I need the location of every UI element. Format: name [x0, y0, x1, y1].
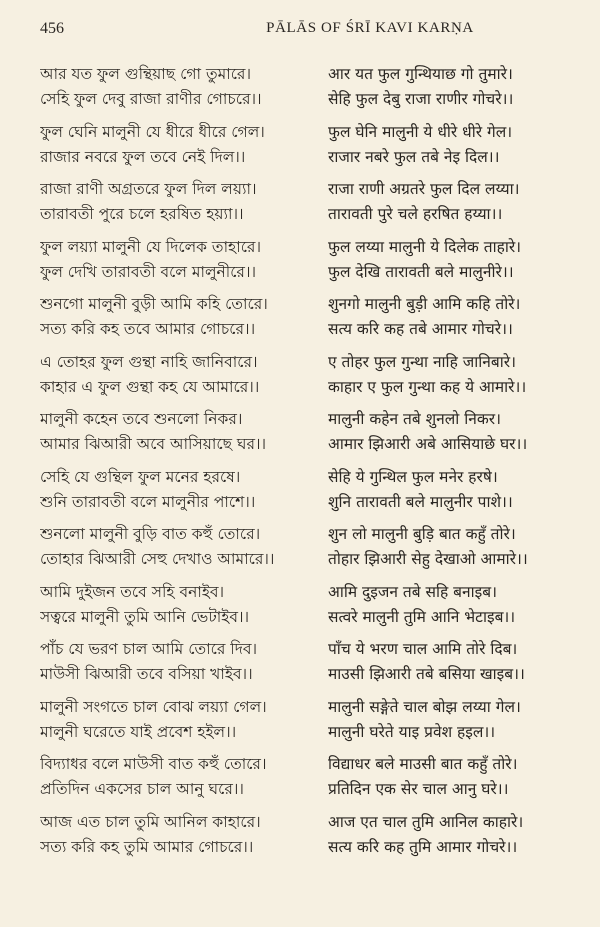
verse-columns — [0, 62, 600, 867]
hindi-line: सेहि ये गुन्थिल फुल मनेर हरषे। — [328, 467, 498, 486]
hindi-line: फुल घेनि मालुनी ये धीरे धीरे गेल। — [328, 122, 513, 141]
stanza — [0, 580, 600, 638]
stanza — [0, 695, 600, 753]
bengali-line: ফুল দেখি তারাবতী বলে মালুনীরে।। — [40, 262, 257, 281]
hindi-line: आमि दुइजन तबे सहि बनाइब। — [328, 582, 497, 601]
hindi-line: माउसी झिआरी तबे बसिया खाइब।। — [328, 665, 525, 683]
bengali-line: সত্য করি কহ তবে আমার গোচরে।। — [40, 320, 256, 338]
bengali-line: মালুনী কহেন তবে শুনলো নিকর। — [40, 410, 243, 428]
stanza — [0, 120, 600, 178]
hindi-line: तारावती पुरे चले हरषित हय्या।। — [328, 205, 503, 223]
page-number: 456 — [40, 20, 64, 37]
hindi-line: प्रतिदिन एक सेर चाल आनु घरे।। — [328, 780, 509, 798]
hindi-line: राजार नबरे फुल तबे नेइ दिल।। — [328, 147, 500, 166]
stanza — [0, 62, 600, 120]
hindi-line: तोहार झिआरी सेहु देखाओ आमारे।। — [328, 550, 528, 568]
bengali-line: শুনি তারাবতী বলে মালুনীর পাশে।। — [40, 492, 256, 511]
hindi-line: शुनगो मालुनी बुड़ी आमि कहि तोरे। — [328, 295, 521, 313]
stanza — [0, 235, 600, 293]
hindi-line: सत्वरे मालुनी तुमि आनि भेटाइब।। — [328, 607, 516, 626]
hindi-line: आज एत चाल तुमि आनिल काहारे। — [328, 812, 524, 831]
hindi-line: सत्य करि कह तुमि आमार गोचरे।। — [328, 837, 518, 856]
bengali-line: আমার ঝিআরী অবে আসিয়াছে ঘর।। — [40, 435, 267, 453]
hindi-line: आमार झिआरी अबे आसियाछे घर।। — [328, 435, 528, 453]
stanza — [0, 752, 600, 810]
hindi-line: मालुनी घरेते याइ प्रवेश हइल।। — [328, 722, 496, 741]
hindi-line: सेहि फुल देबु राजा राणीर गोचरे।। — [328, 90, 514, 108]
bengali-line: শুনলো মালুনী বুড়ি বাত কহুঁ তোরে। — [40, 525, 261, 543]
bengali-line: আজ এত চাল তুমি আনিল কাহারে। — [40, 812, 261, 831]
bengali-line: শুনগো মালুনী বুড়ী আমি কহি তোরে। — [40, 295, 268, 313]
stanza — [0, 292, 600, 350]
bengali-line: মালুনী সংগতে চাল বোঝ লয়্যা গেল। — [40, 697, 267, 716]
bengali-line: মালুনী ঘরেতে যাই প্রবেশ হইল।। — [40, 722, 237, 741]
stanza — [0, 810, 600, 868]
bengali-line: রাজার নবরে ফুল তবে নেই দিল।। — [40, 147, 246, 166]
bengali-line: তারাবতী পুরে চলে হরষিত হয়্যা।। — [40, 205, 244, 223]
bengali-line: পাঁচ যে ভরণ চাল আমি তোরে দিব। — [40, 640, 258, 658]
stanza — [0, 465, 600, 523]
hindi-line: फुल लय्या मालुनी ये दिलेक ताहारे। — [328, 237, 522, 256]
hindi-line: ए तोहर फुल गुन्था नाहि जानिबारे। — [328, 352, 516, 371]
hindi-line: फुल देखि तारावती बले मालुनीरे।। — [328, 262, 514, 281]
bengali-line: রাজা রাণী অগ্রতরে ফুল দিল লয়্যা। — [40, 180, 257, 198]
bengali-line: ফুল লয়্যা মালুনী যে দিলেক তাহারে। — [40, 237, 261, 256]
stanza — [0, 350, 600, 408]
bengali-line: আমি দুইজন তবে সহি বনাইব। — [40, 582, 225, 601]
hindi-line: शुनि तारावती बले मालुनीर पाशे।। — [328, 492, 513, 511]
hindi-line: मालुनी सङ्गेते चाल बोझ लय्या गेल। — [328, 697, 521, 716]
bengali-line: সেহি যে গুন্থিল ফুল মনের হরষে। — [40, 467, 241, 486]
bengali-line: আর যত ফুল গুন্থিয়াছ গো তুমারে। — [40, 65, 251, 83]
hindi-line: मालुनी कहेन तबे शुनलो निकर। — [328, 410, 501, 428]
bengali-line: ফুল ঘেনি মালুনী যে ধীরে ধীরে গেল। — [40, 122, 265, 141]
stanza — [0, 522, 600, 580]
bengali-line: প্রতিদিন একসের চাল আনু ঘরে।। — [40, 780, 244, 798]
bengali-line: সেহি ফুল দেবু রাজা রাণীর গোচরে।। — [40, 90, 262, 108]
hindi-line: विद्याधर बले माउसी बात कहुँ तोरे। — [328, 755, 518, 773]
bengali-line: কাহার এ ফুল গুন্থা কহ যে আমারে।। — [40, 377, 260, 396]
bengali-line: মাউসী ঝিআরী তবে বসিয়া খাইব।। — [40, 665, 253, 683]
bengali-line: সত্য করি কহ তুমি আমার গোচরে।। — [40, 837, 254, 856]
stanza — [0, 407, 600, 465]
hindi-line: शुन लो मालुनी बुड़ि बात कहुँ तोरे। — [328, 525, 516, 543]
hindi-line: आर यत फुल गुन्थियाछ गो तुमारे। — [328, 65, 513, 83]
hindi-line: राजा राणी अग्रतरे फुल दिल लय्या। — [328, 180, 520, 198]
bengali-line: তোহার ঝিআরী সেহু দেখাও আমারে।। — [40, 550, 275, 568]
stanza — [0, 637, 600, 695]
hindi-line: सत्य करि कह तबे आमार गोचरे।। — [328, 320, 513, 338]
running-title: PĀLĀS OF ŚRĪ KAVI KARṆA — [266, 20, 474, 36]
page-header — [0, 20, 600, 44]
stanza — [0, 177, 600, 235]
bengali-line: বিদ্যাধর বলে মাউসী বাত কহুঁ তোরে। — [40, 755, 267, 773]
bengali-line: সত্বরে মালুনী তুমি আনি ভেটাইব।। — [40, 607, 250, 626]
hindi-line: पाँच ये भरण चाल आमि तोरे दिब। — [328, 640, 518, 658]
hindi-line: काहार ए फुल गुन्था कह ये आमारे।। — [328, 377, 527, 396]
bengali-line: এ তোহর ফুল গুন্থা নাহি জানিবারে। — [40, 352, 258, 371]
